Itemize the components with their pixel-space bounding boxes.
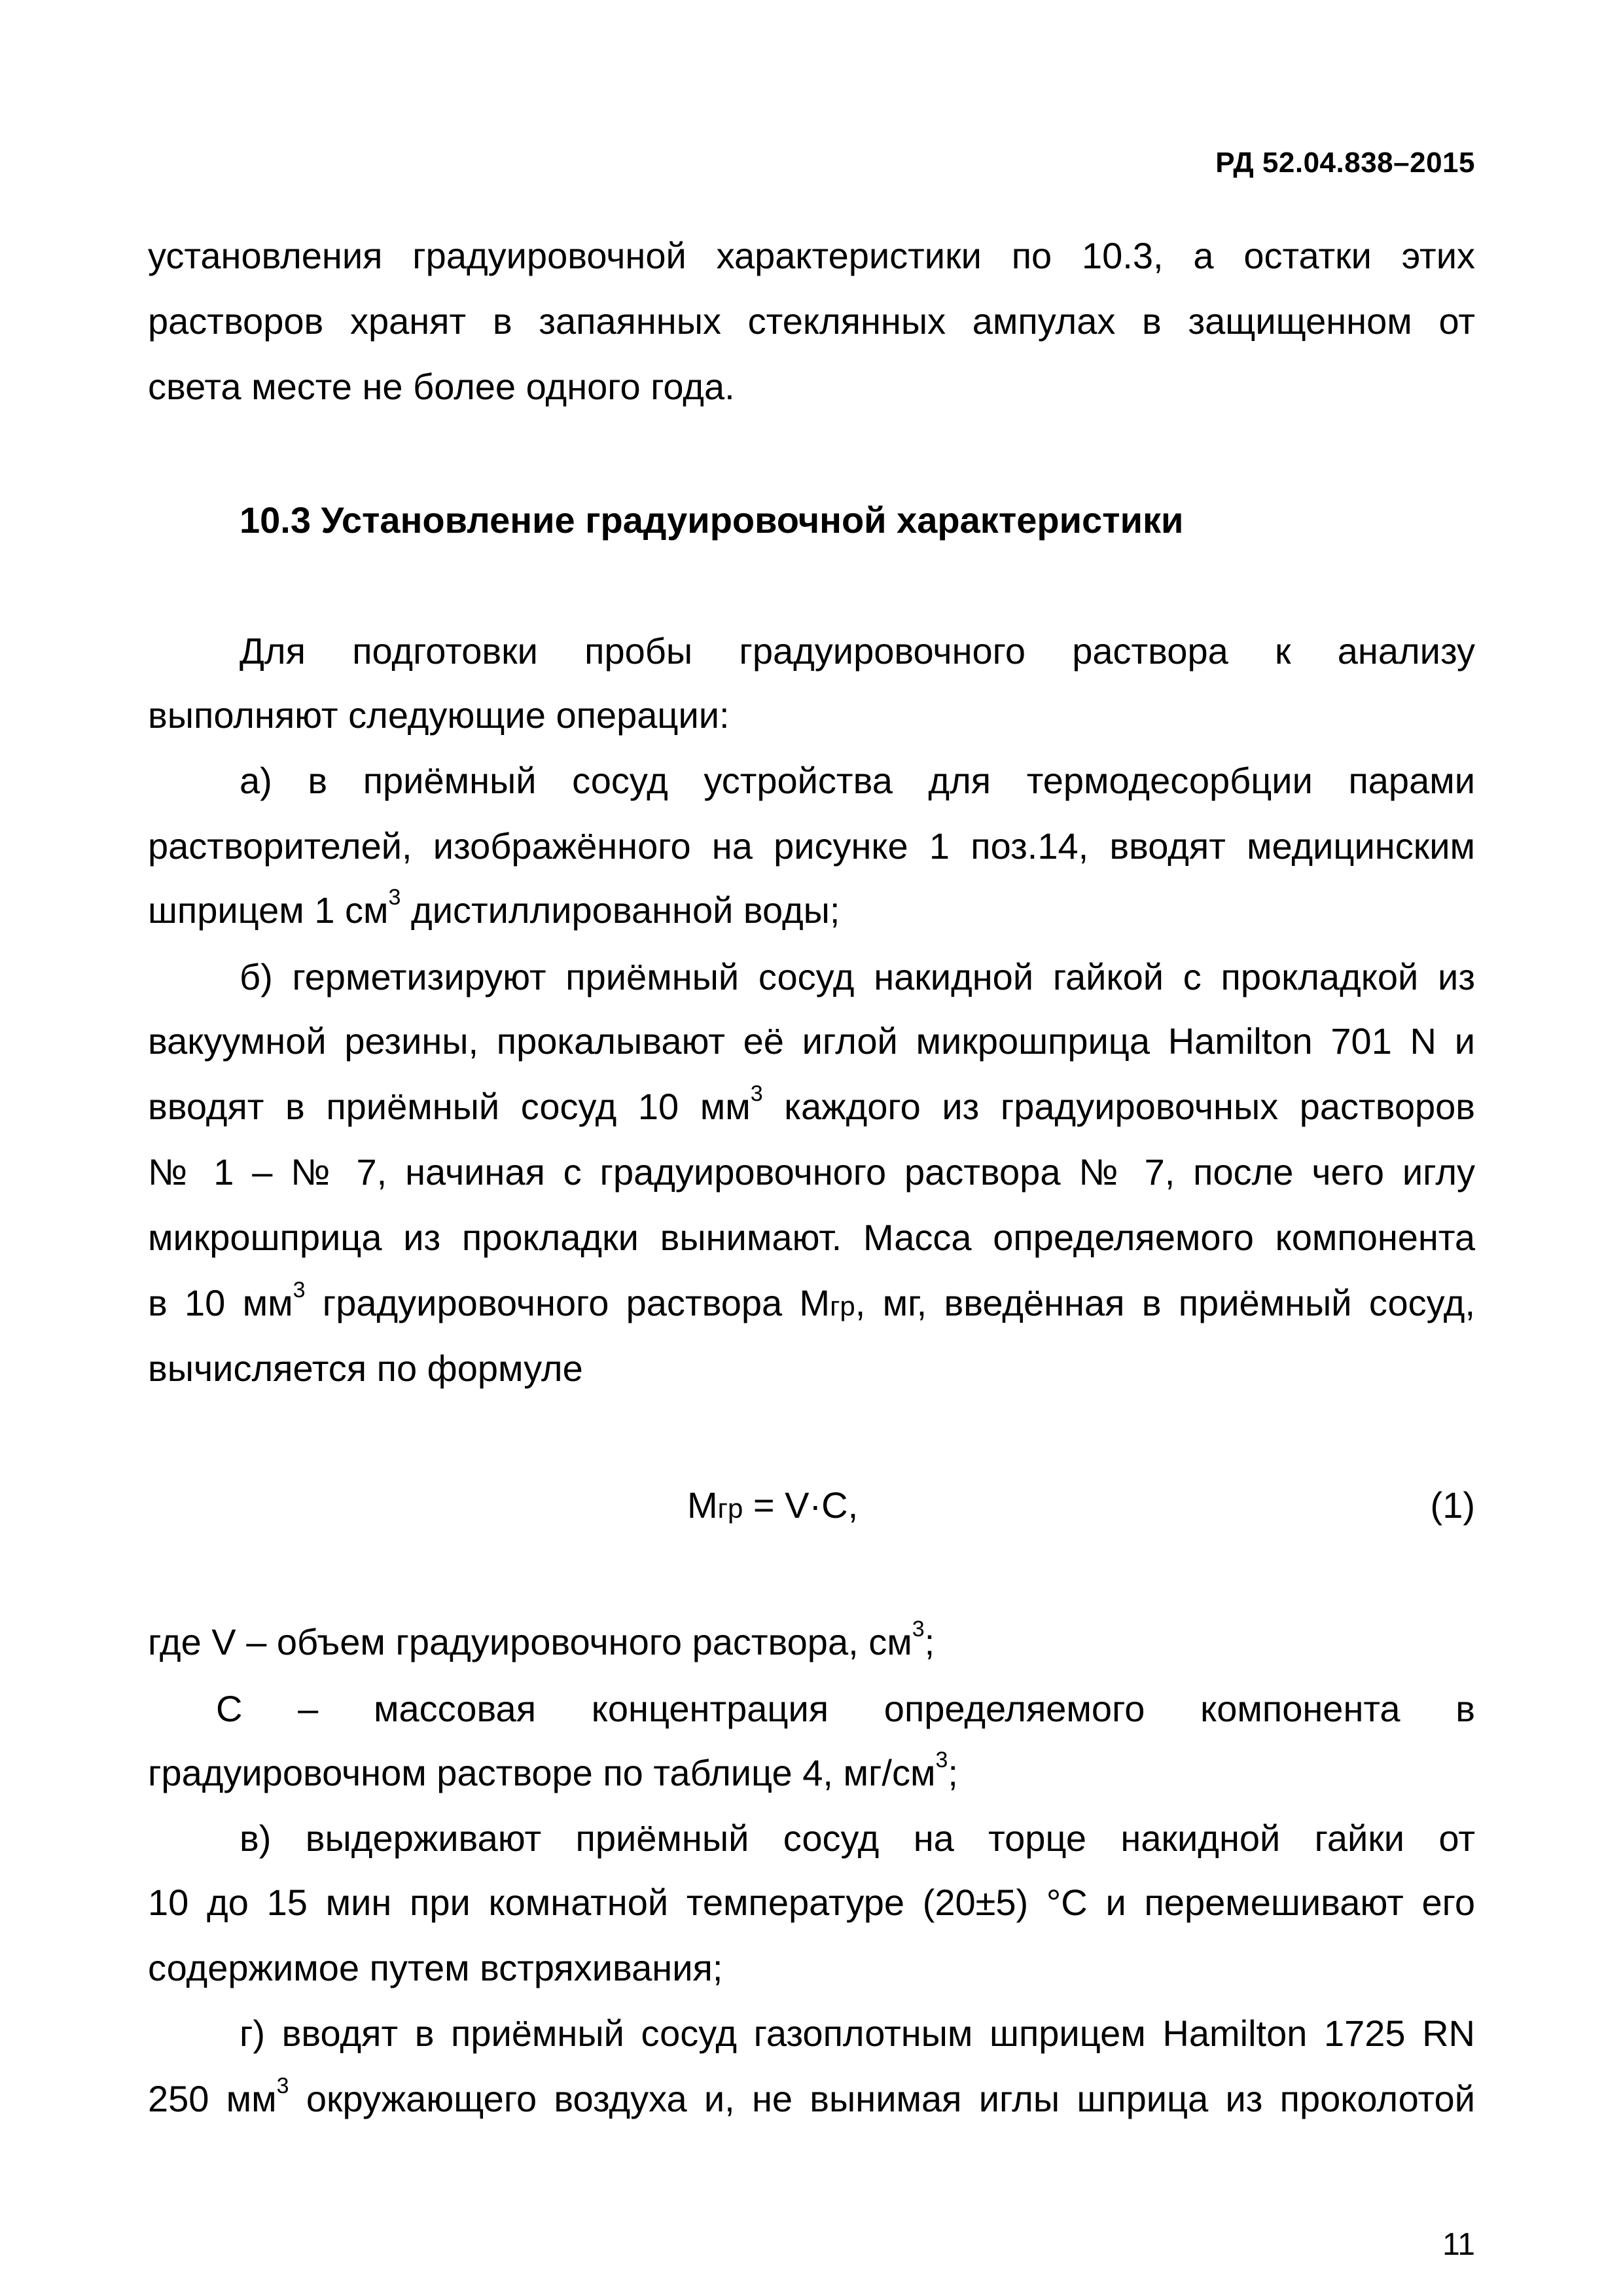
list-item-a-line: растворителей, изображённого на рисунке 1 поз.14, вводят медицинским [148, 825, 1475, 867]
list-item-b-line: микрошприца из прокладки вынимают. Масса определяемого компонента [148, 1217, 1475, 1258]
document-code: РД 52.04.838–2015 [1215, 147, 1475, 179]
list-item-g-line: 250 $мм^3$ окружающего воздуха и, не вынимая иглы шприца из проколотой [148, 2073, 1475, 2119]
list-item-b-line: б) герметизируют приёмный сосуд накидной гайкой с прокладкой из [240, 956, 1475, 997]
text-line: установления градуировочной характеристики по 10.3, а остатки этих [148, 235, 1475, 276]
list-item-a-line: шприцем 1 $см^3$ дистиллированной воды; [148, 885, 840, 931]
list-item-b-line: в 10 $мм^3$ градуировочного раствора Мгр, мг, введённая в приёмный сосуд, [148, 1278, 1475, 1323]
formula-number: (1) [1430, 1484, 1475, 1526]
list-item-v-line: содержимое путем встряхивания; [148, 1947, 723, 1988]
list-item-b-line: вакуумной резины, прокалывают её иглой микрошприца Hamilton 701 N и [148, 1020, 1475, 1062]
text-line: Для подготовки пробы градуировочного раствора к анализу [240, 630, 1475, 672]
list-item-v-line: 10 до 15 мин при комнатной температуре (20±5) °C и перемешивают его [148, 1882, 1475, 1923]
list-item-v-line: в) выдерживают приёмный сосуд на торце накидной гайки от [240, 1818, 1475, 1859]
text-line: растворов хранят в запаянных стеклянных ампулах в защищенном от [148, 300, 1475, 342]
where-line: где V – объем градуировочного раствора, $см^3$; [148, 1617, 935, 1662]
text-line: выполняют следующие операции: [148, 694, 730, 736]
list-item-b-line: вычисляется по формуле [148, 1348, 583, 1389]
formula: Мгр = V·C, [687, 1484, 859, 1526]
where-line: градуировочном растворе по таблице 4, $мг/см^3$; [148, 1748, 958, 1793]
list-item-g-line: г) вводят в приёмный сосуд газоплотным шприцем Hamilton 1725 RN [240, 2013, 1475, 2054]
list-item-a-line: а) в приёмный сосуд устройства для термодесорбции парами [240, 760, 1475, 801]
section-heading: 10.3 Установление градуировочной характеристики [240, 499, 1184, 541]
list-item-b-line: № 1 – № 7, начиная с градуировочного раствора № 7, после чего иглу [148, 1151, 1475, 1193]
where-line: C – массовая концентрация определяемого компонента в [216, 1688, 1475, 1729]
text-line: света месте не более одного года. [148, 366, 735, 407]
list-item-b-line: вводят в приёмный сосуд 10 $мм^3$ каждого из градуировочных растворов [148, 1081, 1475, 1127]
page-number: 11 [1442, 2227, 1475, 2262]
